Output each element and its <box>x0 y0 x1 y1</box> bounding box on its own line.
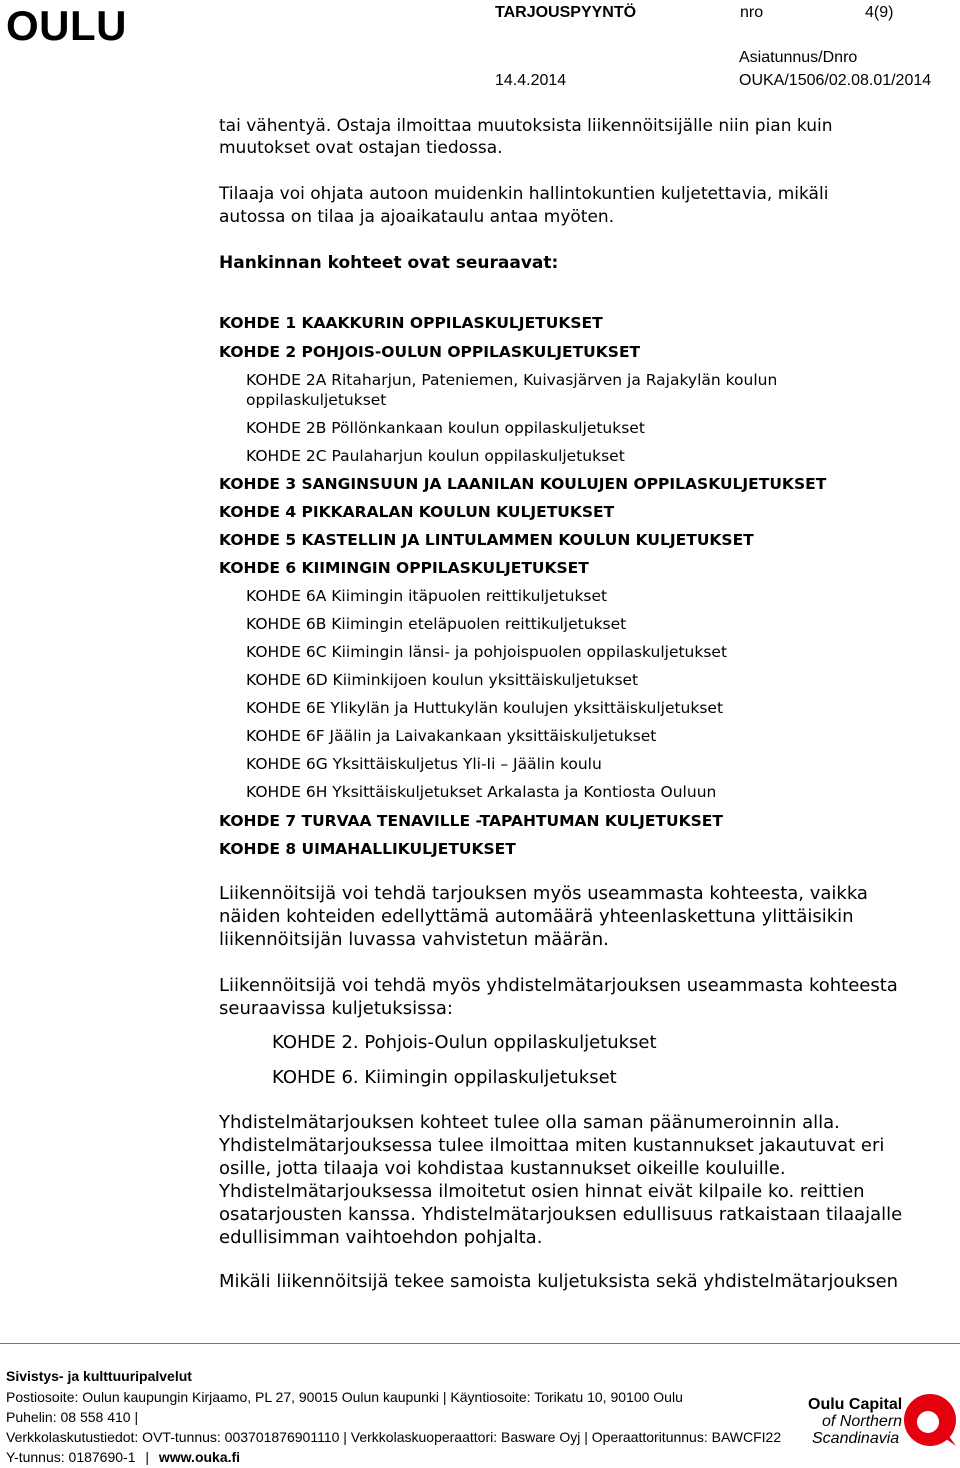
list-item: KOHDE 3 SANGINSUUN JA LAANILAN KOULUJEN OPPILASKULJETUKSET <box>219 475 827 493</box>
list-item: KOHDE 8 UIMAHALLIKULJETUKSET <box>219 840 516 858</box>
paragraph-1-line-2: muutokset ovat ostajan tiedossa. <box>219 138 503 158</box>
list-item: KOHDE 6G Yksittäiskuljetus Yli-Ii – Jäälin koulu <box>246 755 602 773</box>
footer-ytunnus: Y-tunnus: 0187690-1 <box>6 1449 136 1465</box>
brand-line-3: Scandinavia <box>812 1430 900 1447</box>
paragraph-2-line-1: Tilaaja voi ohjata autoon muidenkin hallintokuntien kuljetettavia, mikäli <box>219 184 829 204</box>
paragraph-5-line-4: Yhdistelmätarjouksessa ilmoitetut osien hinnat eivät kilpaile ko. reittien <box>219 1181 865 1202</box>
list-item: KOHDE 6C Kiimingin länsi- ja pohjoispuolen oppilaskuljetukset <box>246 643 728 661</box>
paragraph-3-line-1: Liikennöitsijä voi tehdä tarjouksen myös useammasta kohteesta, vaikka <box>219 883 868 904</box>
list-item: KOHDE 2 POHJOIS-OULUN OPPILASKULJETUKSET <box>219 343 641 361</box>
paragraph-3-line-2: näiden kohteiden edellyttämä automäärä yhteenlaskettuna ylittäisikin <box>219 906 854 927</box>
paragraph-3-line-3: liikennöitsijän luvassa vahvistetun määrän. <box>219 929 609 950</box>
list-item: KOHDE 2B Pöllönkankaan koulun oppilaskuljetukset <box>246 419 645 437</box>
footer-divider <box>0 1343 960 1344</box>
paragraph-5-line-6: edullisimman vaihtoehdon pohjalta. <box>219 1227 543 1248</box>
paragraph-4-line-1: Liikennöitsijä voi tehdä myös yhdistelmätarjouksen useammasta kohteesta <box>219 975 898 996</box>
doc-type: TARJOUSPYYNTÖ <box>495 4 637 21</box>
section-heading: Hankinnan kohteet ovat seuraavat: <box>219 253 559 273</box>
paragraph-5-line-3: osille, jotta tilaaja voi kohdistaa kustannukset oikeille kouluille. <box>219 1158 786 1179</box>
brand-line-1: Oulu Capital <box>808 1396 903 1413</box>
asiatunnus: OUKA/1506/02.08.01/2014 <box>739 72 932 89</box>
yhdistelma-kohde-2: KOHDE 2. Pohjois-Oulun oppilaskuljetukset <box>272 1032 657 1053</box>
list-item: KOHDE 6H Yksittäiskuljetukset Arkalasta ja Kontiosta Ouluun <box>246 783 717 801</box>
paragraph-5-line-2: Yhdistelmätarjouksessa tulee ilmoittaa miten kustannukset jakautuvat eri <box>219 1135 885 1156</box>
brand-slogan <box>808 1396 902 1447</box>
list-item: KOHDE 5 KASTELLIN JA LINTULAMMEN KOULUN KULJETUKSET <box>219 531 754 549</box>
list-item: oppilaskuljetukset <box>246 391 387 409</box>
list-item: KOHDE 1 KAAKKURIN OPPILASKULJETUKSET <box>219 314 603 332</box>
paragraph-5-line-5: osatarjousten kanssa. Yhdistelmätarjouksen edullisuus ratkaistaan tilaajalle <box>219 1204 903 1225</box>
list-item: KOHDE 6E Ylikylän ja Huttukylän koulujen yksittäiskuljetukset <box>246 699 724 717</box>
list-item: KOHDE 6 KIIMINGIN OPPILASKULJETUKSET <box>219 559 589 577</box>
list-item: KOHDE 4 PIKKARALAN KOULUN KULJETUKSET <box>219 503 615 521</box>
footer-unit: Sivistys- ja kulttuuripalvelut <box>6 1368 192 1384</box>
list-item: KOHDE 6D Kiiminkijoen koulun yksittäiskuljetukset <box>246 671 639 689</box>
paragraph-4-line-2: seuraavissa kuljetuksissa: <box>219 998 453 1019</box>
paragraph-5-line-1: Yhdistelmätarjouksen kohteet tulee olla saman päänumeroinnin alla. <box>219 1112 840 1133</box>
yhdistelma-kohde-6: KOHDE 6. Kiimingin oppilaskuljetukset <box>272 1067 617 1088</box>
asiatunnus-label: Asiatunnus/Dnro <box>739 49 858 66</box>
footer-einvoice: Verkkolaskutustiedot: OVT-tunnus: 003701876901110 | Verkkolaskuoperaattori: Basware Oyj | Operaattoritunnus: BAWCFI22 <box>6 1429 782 1445</box>
footer-website-link[interactable]: www.ouka.fi <box>158 1449 241 1465</box>
footer-ytunnus-row: Y-tunnus: 0187690-1 | www.ouka.fi <box>6 1449 241 1465</box>
list-item: KOHDE 6F Jäälin ja Laivakankaan yksittäiskuljetukset <box>246 727 657 745</box>
nro-label: nro <box>740 4 764 21</box>
list-item: KOHDE 2A Ritaharjun, Pateniemen, Kuivasjärven ja Rajakylän koulun <box>246 371 778 389</box>
oulu-logo: OULU <box>6 2 127 49</box>
brand-line-2: of Northern <box>822 1413 903 1430</box>
footer-address: Postiosoite: Oulun kaupungin Kirjaamo, PL 27, 90015 Oulun kaupunki | Käyntiosoite: Torikatu 10, 90100 Oulu <box>6 1389 683 1405</box>
list-item: KOHDE 6B Kiimingin eteläpuolen reittikuljetukset <box>246 615 627 633</box>
list-item: KOHDE 2C Paulaharjun koulun oppilaskuljetukset <box>246 447 625 465</box>
doc-date: 14.4.2014 <box>495 72 567 89</box>
footer-phone: Puhelin: 08 558 410 | <box>6 1409 139 1425</box>
oulu-brand-mark-icon <box>902 1392 958 1448</box>
paragraph-1-line-1: tai vähentyä. Ostaja ilmoittaa muutoksista liikennöitsijälle niin pian kuin <box>219 116 833 136</box>
paragraph-6: Mikäli liikennöitsijä tekee samoista kuljetuksista sekä yhdistelmätarjouksen <box>219 1271 899 1292</box>
brand-mark-hole-icon <box>917 1411 939 1433</box>
list-item: KOHDE 6A Kiimingin itäpuolen reittikuljetukset <box>246 587 608 605</box>
paragraph-2-line-2: autossa on tilaa ja ajoaikataulu antaa myöten. <box>219 207 615 227</box>
list-item: KOHDE 7 TURVAA TENAVILLE -TAPAHTUMAN KULJETUKSET <box>219 812 723 830</box>
page-number: 4(9) <box>865 4 894 21</box>
